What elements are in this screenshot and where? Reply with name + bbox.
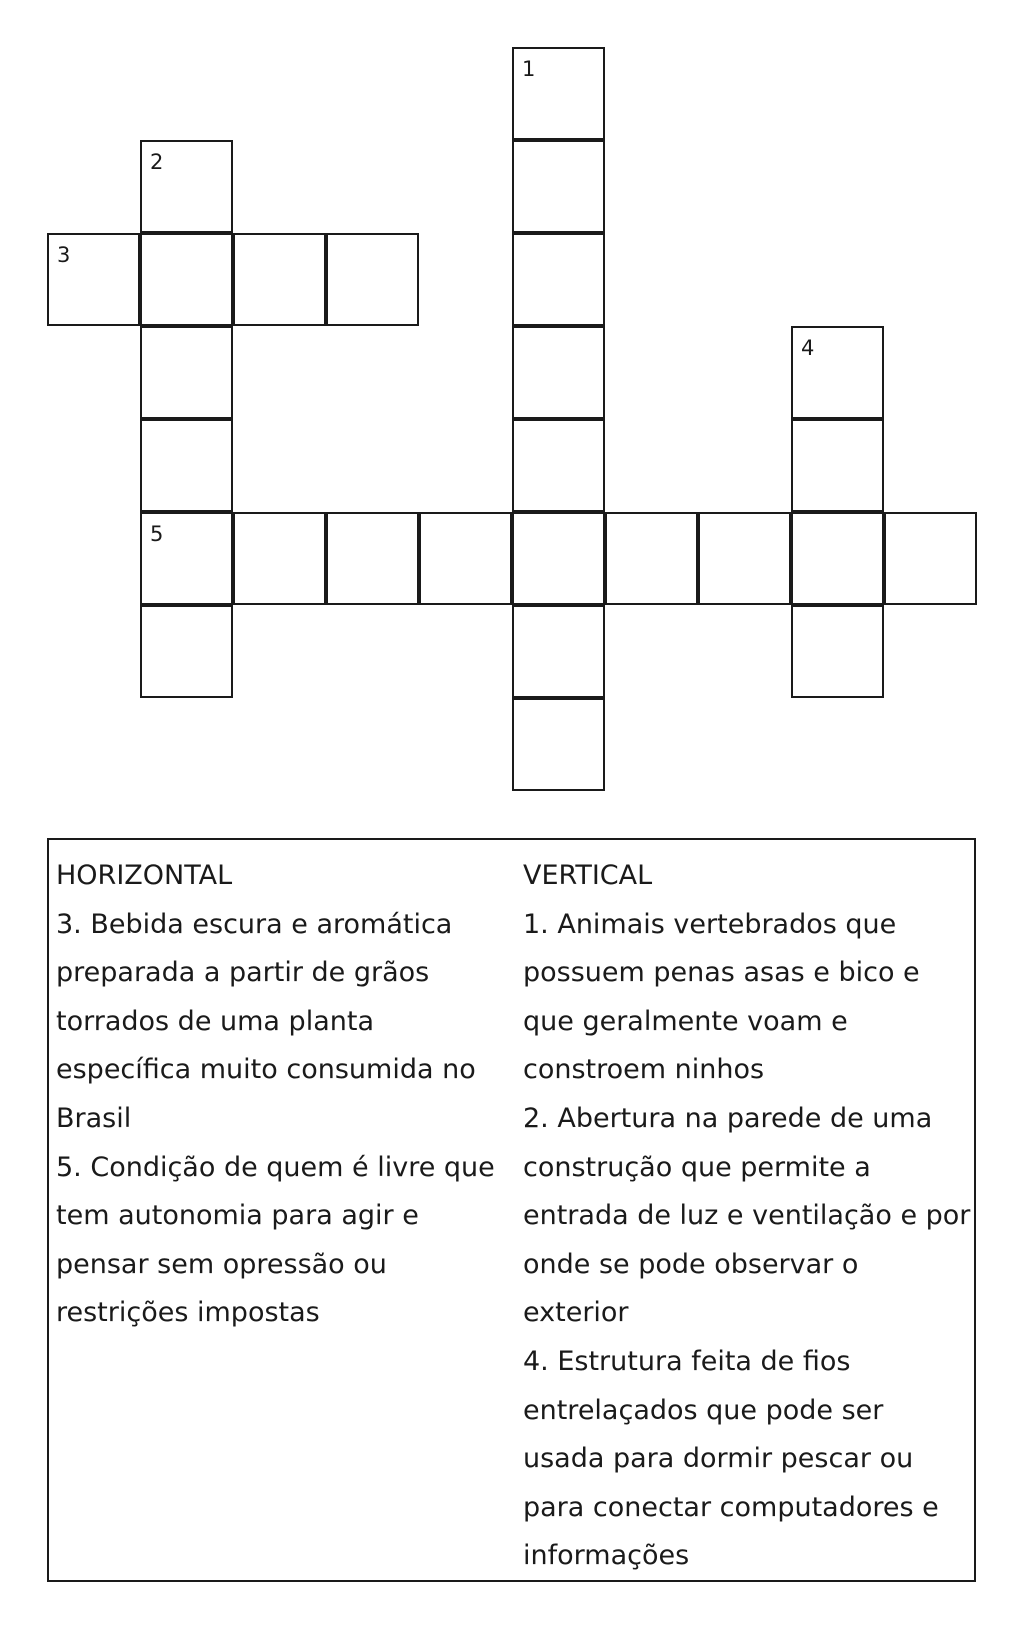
crossword-cell[interactable]: [140, 419, 233, 512]
crossword-cell[interactable]: [791, 512, 884, 605]
vertical-clues: [523, 852, 971, 1581]
clue-number-4: 4: [801, 336, 815, 360]
crossword-cell[interactable]: [326, 512, 419, 605]
crossword-cell[interactable]: [233, 512, 326, 605]
crossword-cell[interactable]: [512, 233, 605, 326]
crossword-cell[interactable]: [791, 419, 884, 512]
crossword-cell[interactable]: [140, 605, 233, 698]
crossword-cell[interactable]: [419, 512, 512, 605]
horizontal-heading: HORIZONTAL: [56, 860, 233, 891]
crossword-cell[interactable]: [512, 140, 605, 233]
clue-vertical-2: 2. Abertura na parede de uma construção que permite a entrada de luz e ventilação e por onde se pode observar o exterior: [523, 1102, 971, 1329]
crossword-cell[interactable]: [605, 512, 698, 605]
clue-vertical-1: 1. Animais vertebrados que possuem penas asas e bico e que geralmente voam e constroem ninhos: [523, 908, 920, 1086]
horizontal-clues: [56, 852, 511, 1338]
crossword-cell[interactable]: [140, 326, 233, 419]
crossword-cell[interactable]: [512, 698, 605, 791]
crossword-cell[interactable]: [47, 233, 140, 326]
clue-horizontal-5: 5. Condição de quem é livre que tem autonomia para agir e pensar sem opressão ou restrições impostas: [56, 1151, 495, 1329]
clue-number-2: 2: [150, 150, 164, 174]
crossword-grid: [0, 0, 1034, 820]
crossword-cell[interactable]: [884, 512, 977, 605]
crossword-cell[interactable]: [698, 512, 791, 605]
crossword-cell[interactable]: [512, 47, 605, 140]
clue-number-5: 5: [150, 522, 164, 546]
vertical-heading: VERTICAL: [523, 860, 653, 891]
crossword-cell[interactable]: [512, 605, 605, 698]
crossword-cell[interactable]: [512, 326, 605, 419]
crossword-cell[interactable]: [791, 605, 884, 698]
clue-horizontal-3: 3. Bebida escura e aromática preparada a partir de grãos torrados de uma planta específica muito consumida no Brasil: [56, 908, 476, 1134]
crossword-cell[interactable]: [512, 419, 605, 512]
crossword-cell[interactable]: [326, 233, 419, 326]
crossword-cell[interactable]: [512, 512, 605, 605]
crossword-cell[interactable]: [140, 140, 233, 233]
crossword-cell[interactable]: [140, 233, 233, 326]
crossword-cell[interactable]: [791, 326, 884, 419]
clue-vertical-4: 4. Estrutura feita de fios entrelaçados que pode ser usada para dormir pescar ou para conectar computadores e informações: [523, 1345, 939, 1572]
clue-number-3: 3: [57, 243, 71, 267]
clue-number-1: 1: [522, 57, 536, 81]
clues-box: [47, 838, 976, 1582]
crossword-cell[interactable]: [233, 233, 326, 326]
crossword-cell[interactable]: [140, 512, 233, 605]
